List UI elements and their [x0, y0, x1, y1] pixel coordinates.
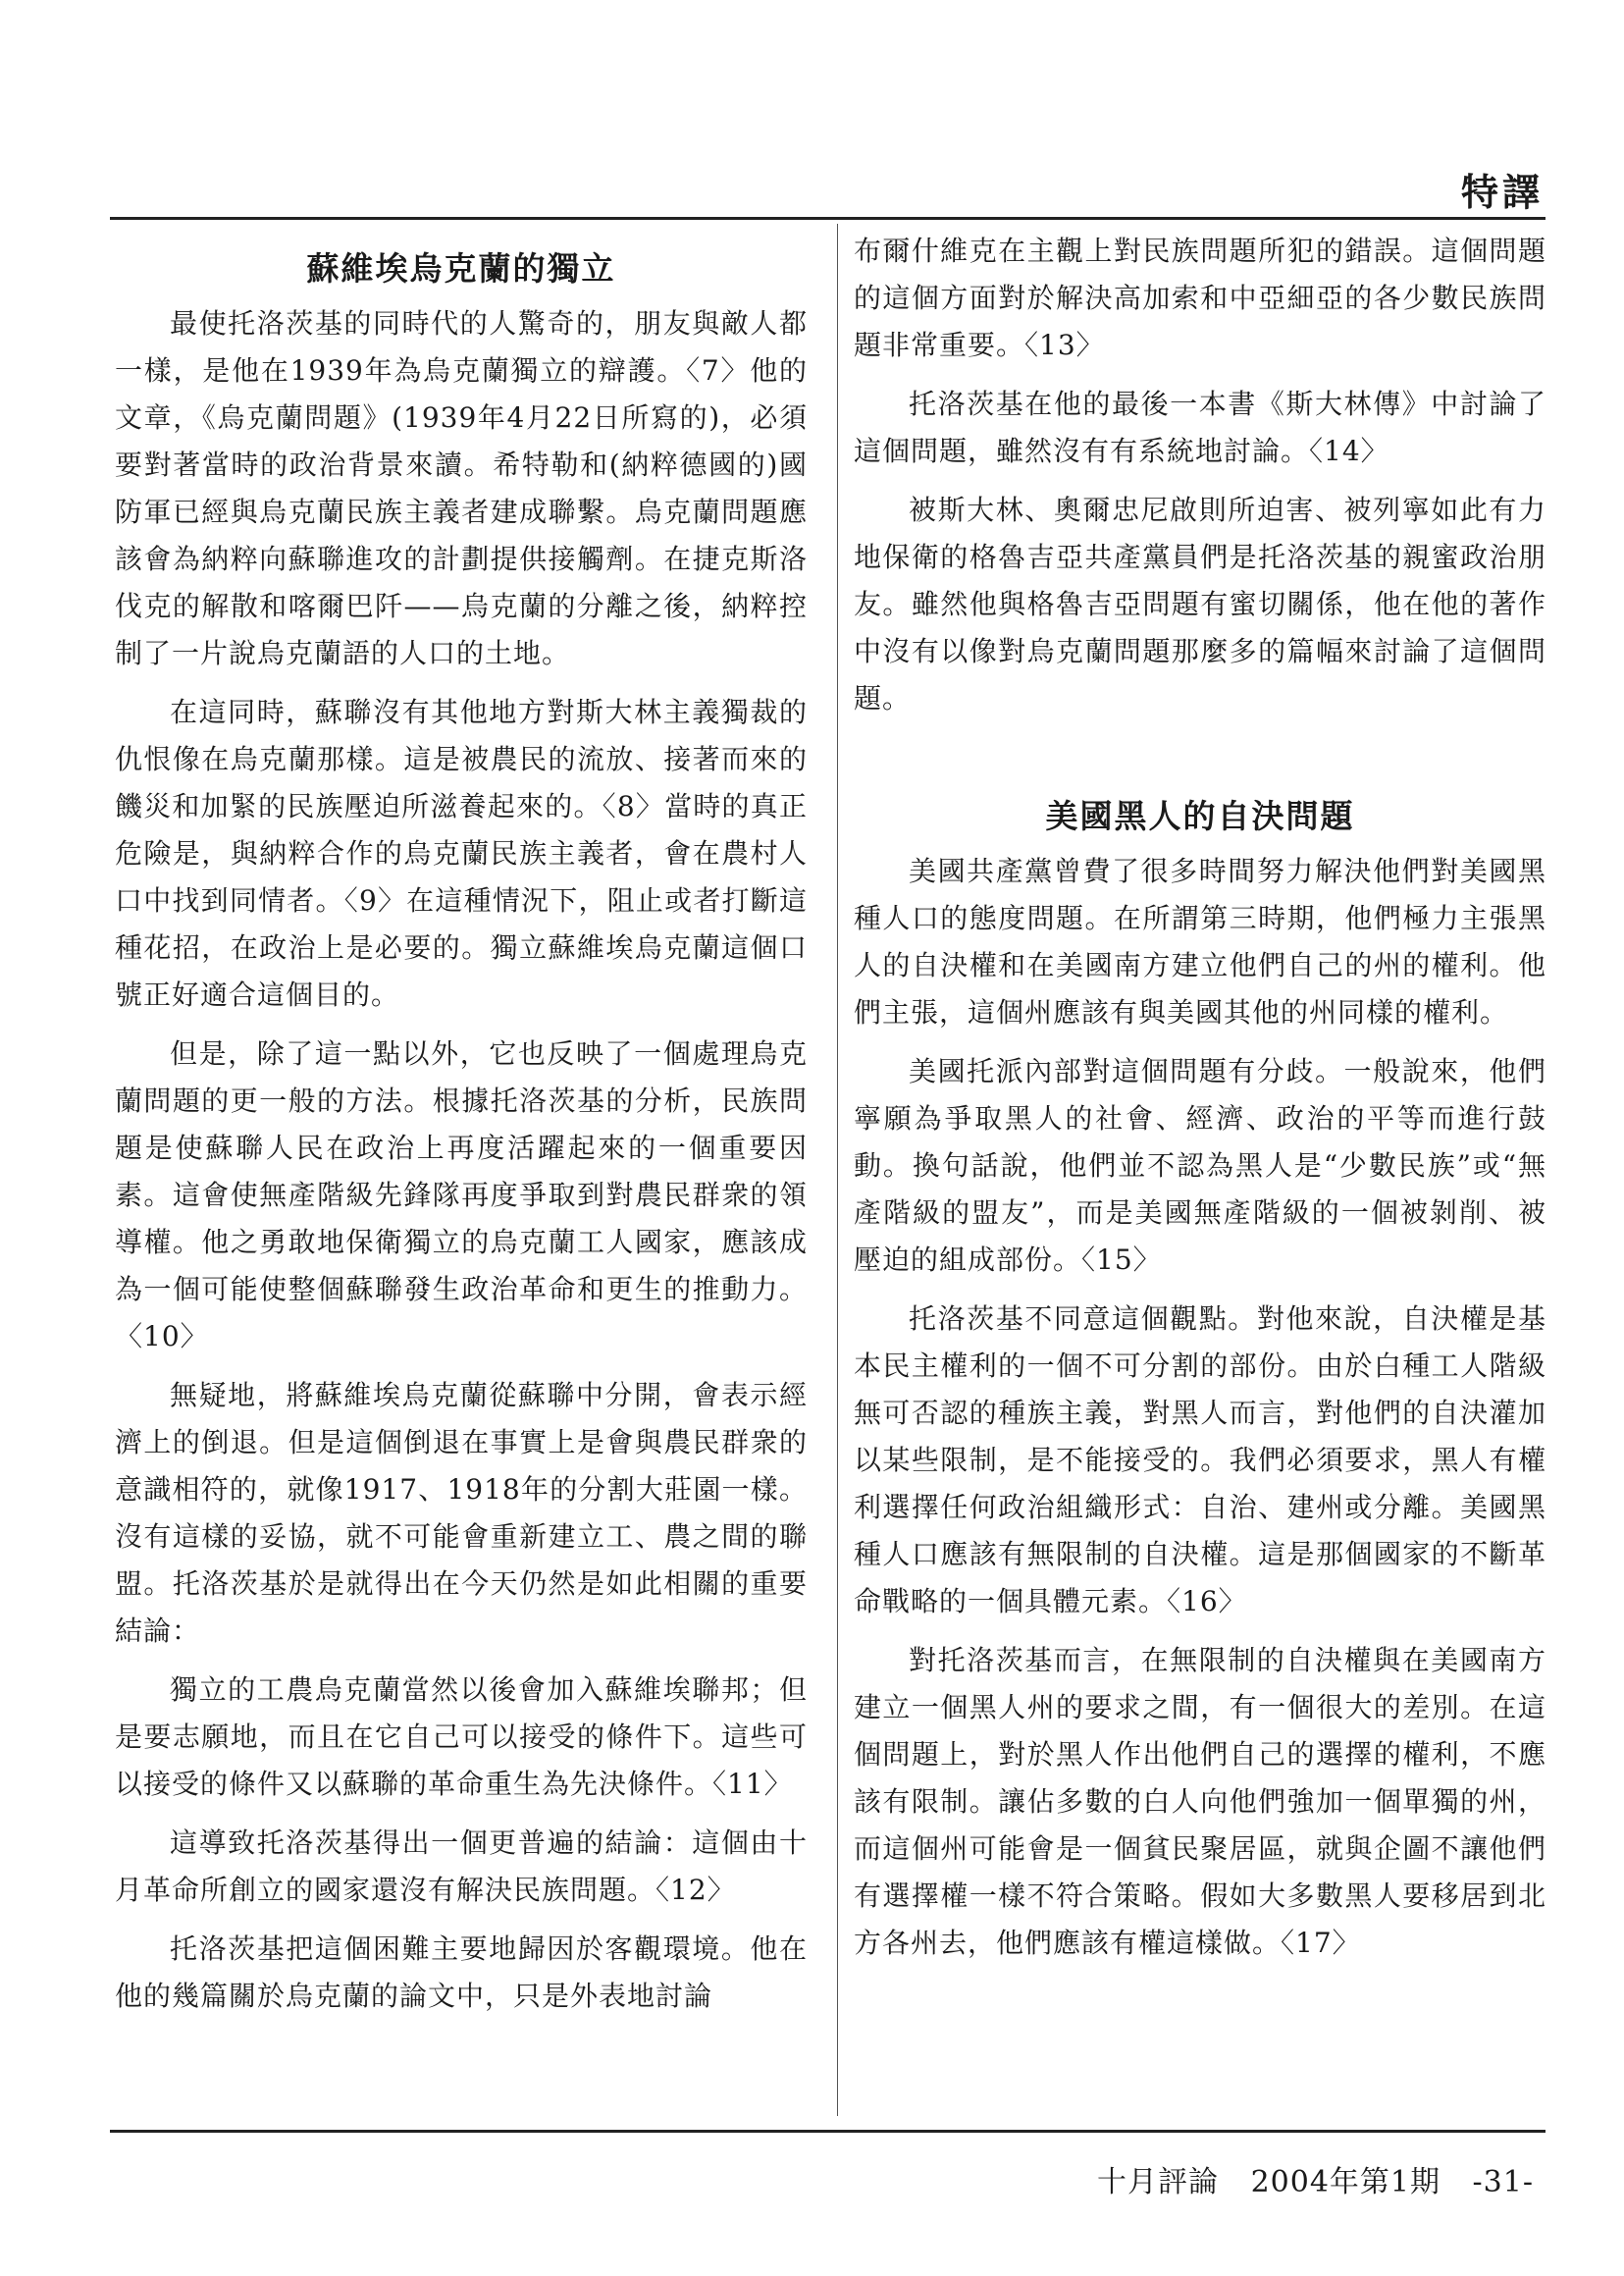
journal-name: 十月評論 — [1097, 2165, 1220, 2199]
article-heading-ukraine: 蘇維埃烏克蘭的獨立 — [306, 249, 616, 288]
paragraph: 對托洛茨基而言，在無限制的自決權與在美國南方建立一個黑人州的要求之間，有一個很大的差別。在這個問題上，對於黑人作出他們自己的選擇的權利，不應該有限制。讓佔多數的白人向他們強加一個單獨的州，而這個州可能會是一個貧民聚居區，就與企圖不讓他們有選擇權一樣不符合策略。假如大多數黑人要移居到北方各州去，他們應該有權這樣做。〈17〉 — [854, 1644, 1546, 1959]
paragraph: 布爾什維克在主觀上對民族問題所犯的錯誤。這個問題的這個方面對於解決高加索和中亞細亞的各少數民族問題非常重要。〈13〉 — [854, 235, 1546, 361]
top-rule — [110, 217, 1545, 220]
paragraph: 無疑地，將蘇維埃烏克蘭從蘇聯中分開，會表示經濟上的倒退。但是這個倒退在事實上是會與農民群衆的意識相符的，就像1917、1918年的分割大莊園一樣。沒有這樣的妥協，就不可能會重新建立工、農之間的聯盟。托洛茨基於是就得出在今天仍然是如此相關的重要結論： — [115, 1379, 808, 1647]
paragraph: 美國共產黨曾費了很多時間努力解決他們對美國黑種人口的態度問題。在所謂第三時期，他們極力主張黑人的自決權和在美國南方建立他們自己的州的權利。他們主張，這個州應該有與美國其他的州同樣的權利。 — [854, 855, 1546, 1029]
paragraph: 美國托派內部對這個問題有分歧。一般說來，他們寧願為爭取黑人的社會、經濟、政治的平等而進行鼓動。換句話說，他們並不認為黑人是“少數民族”或“無產階級的盟友”，而是美國無產階級的一個被剝削、被壓迫的組成部份。〈15〉 — [854, 1055, 1546, 1276]
left-column — [115, 228, 808, 2032]
paragraph: 在這同時，蘇聯沒有其他地方對斯大林主義獨裁的仇恨像在烏克蘭那樣。這是被農民的流放、接著而來的饑災和加緊的民族壓迫所滋養起來的。〈8〉當時的真正危險是，與納粹合作的烏克蘭民族主義者，會在農村人口中找到同情者。〈9〉在這種情況下，阻止或者打斷這種花招，在政治上是必要的。獨立蘇維埃烏克蘭這個口號正好適合這個目的。 — [115, 696, 808, 1011]
issue-label: 2004年第1期 — [1250, 2165, 1441, 2199]
paragraph: 托洛茨基把這個困難主要地歸因於客觀環境。他在他的幾篇關於烏克蘭的論文中，只是外表地討論 — [115, 1932, 808, 2012]
paragraph: 托洛茨基在他的最後一本書《斯大林傳》中討論了這個問題，雖然沒有有系統地討論。〈14〉 — [854, 388, 1546, 467]
section-tag: 特譯 — [1460, 171, 1544, 214]
column-divider — [837, 224, 838, 2116]
paragraph: 被斯大林、奧爾忠尼啟則所迫害、被列寧如此有力地保衛的格魯吉亞共產黨員們是托洛茨基的親蜜政治朋友。雖然他與格魯吉亞問題有蜜切關係，他在他的著作中沒有以像對烏克蘭問題那麼多的篇幅來討論了這個問題。 — [854, 494, 1546, 715]
bottom-rule — [110, 2130, 1545, 2133]
page-number: -31- — [1472, 2165, 1534, 2199]
right-column — [854, 228, 1546, 1979]
paragraph: 托洛茨基不同意這個觀點。對他來說，自決權是基本民主權利的一個不可分割的部份。由於白種工人階級無可否認的種族主義，對黑人而言，對他們的自決灌加以某些限制，是不能接受的。我們必須要求，黑人有權利選擇任何政治組織形式：自治、建州或分離。美國黑種人口應該有無限制的自決權。這是那個國家的不斷革命戰略的一個具體元素。〈16〉 — [854, 1302, 1546, 1617]
article-heading-black-self-determination: 美國黑人的自決問題 — [1045, 797, 1355, 835]
page-footer — [1075, 2157, 1534, 2200]
paragraph: 最使托洛茨基的同時代的人驚奇的，朋友與敵人都一樣，是他在1939年為烏克蘭獨立的辯護。〈7〉他的文章，《烏克蘭問題》(1939年4月22日所寫的)，必須要對著當時的政治背景來讀。希特勒和(納粹德國的)國防軍已經與烏克蘭民族主義者建成聯繫。烏克蘭問題應該會為納粹向蘇聯進攻的計劃提供接觸劑。在捷克斯洛伐克的解散和喀爾巴阡——烏克蘭的分離之後，納粹控制了一片說烏克蘭語的人口的土地。 — [115, 307, 808, 669]
paragraph: 但是，除了這一點以外，它也反映了一個處理烏克蘭問題的更一般的方法。根據托洛茨基的分析，民族問題是使蘇聯人民在政治上再度活躍起來的一個重要因素。這會使無產階級先鋒隊再度爭取到對農民群衆的領導權。他之勇敢地保衛獨立的烏克蘭工人國家，應該成為一個可能使整個蘇聯發生政治革命和更生的推動力。〈10〉 — [115, 1037, 808, 1352]
paragraph: 這導致托洛茨基得出一個更普遍的結論：這個由十月革命所創立的國家還沒有解決民族問題。〈12〉 — [115, 1826, 808, 1906]
block-quote: 獨立的工農烏克蘭當然以後會加入蘇維埃聯邦；但是要志願地，而且在它自己可以接受的條件下。這些可以接受的條件又以蘇聯的革命重生為先決條件。〈11〉 — [115, 1673, 808, 1800]
